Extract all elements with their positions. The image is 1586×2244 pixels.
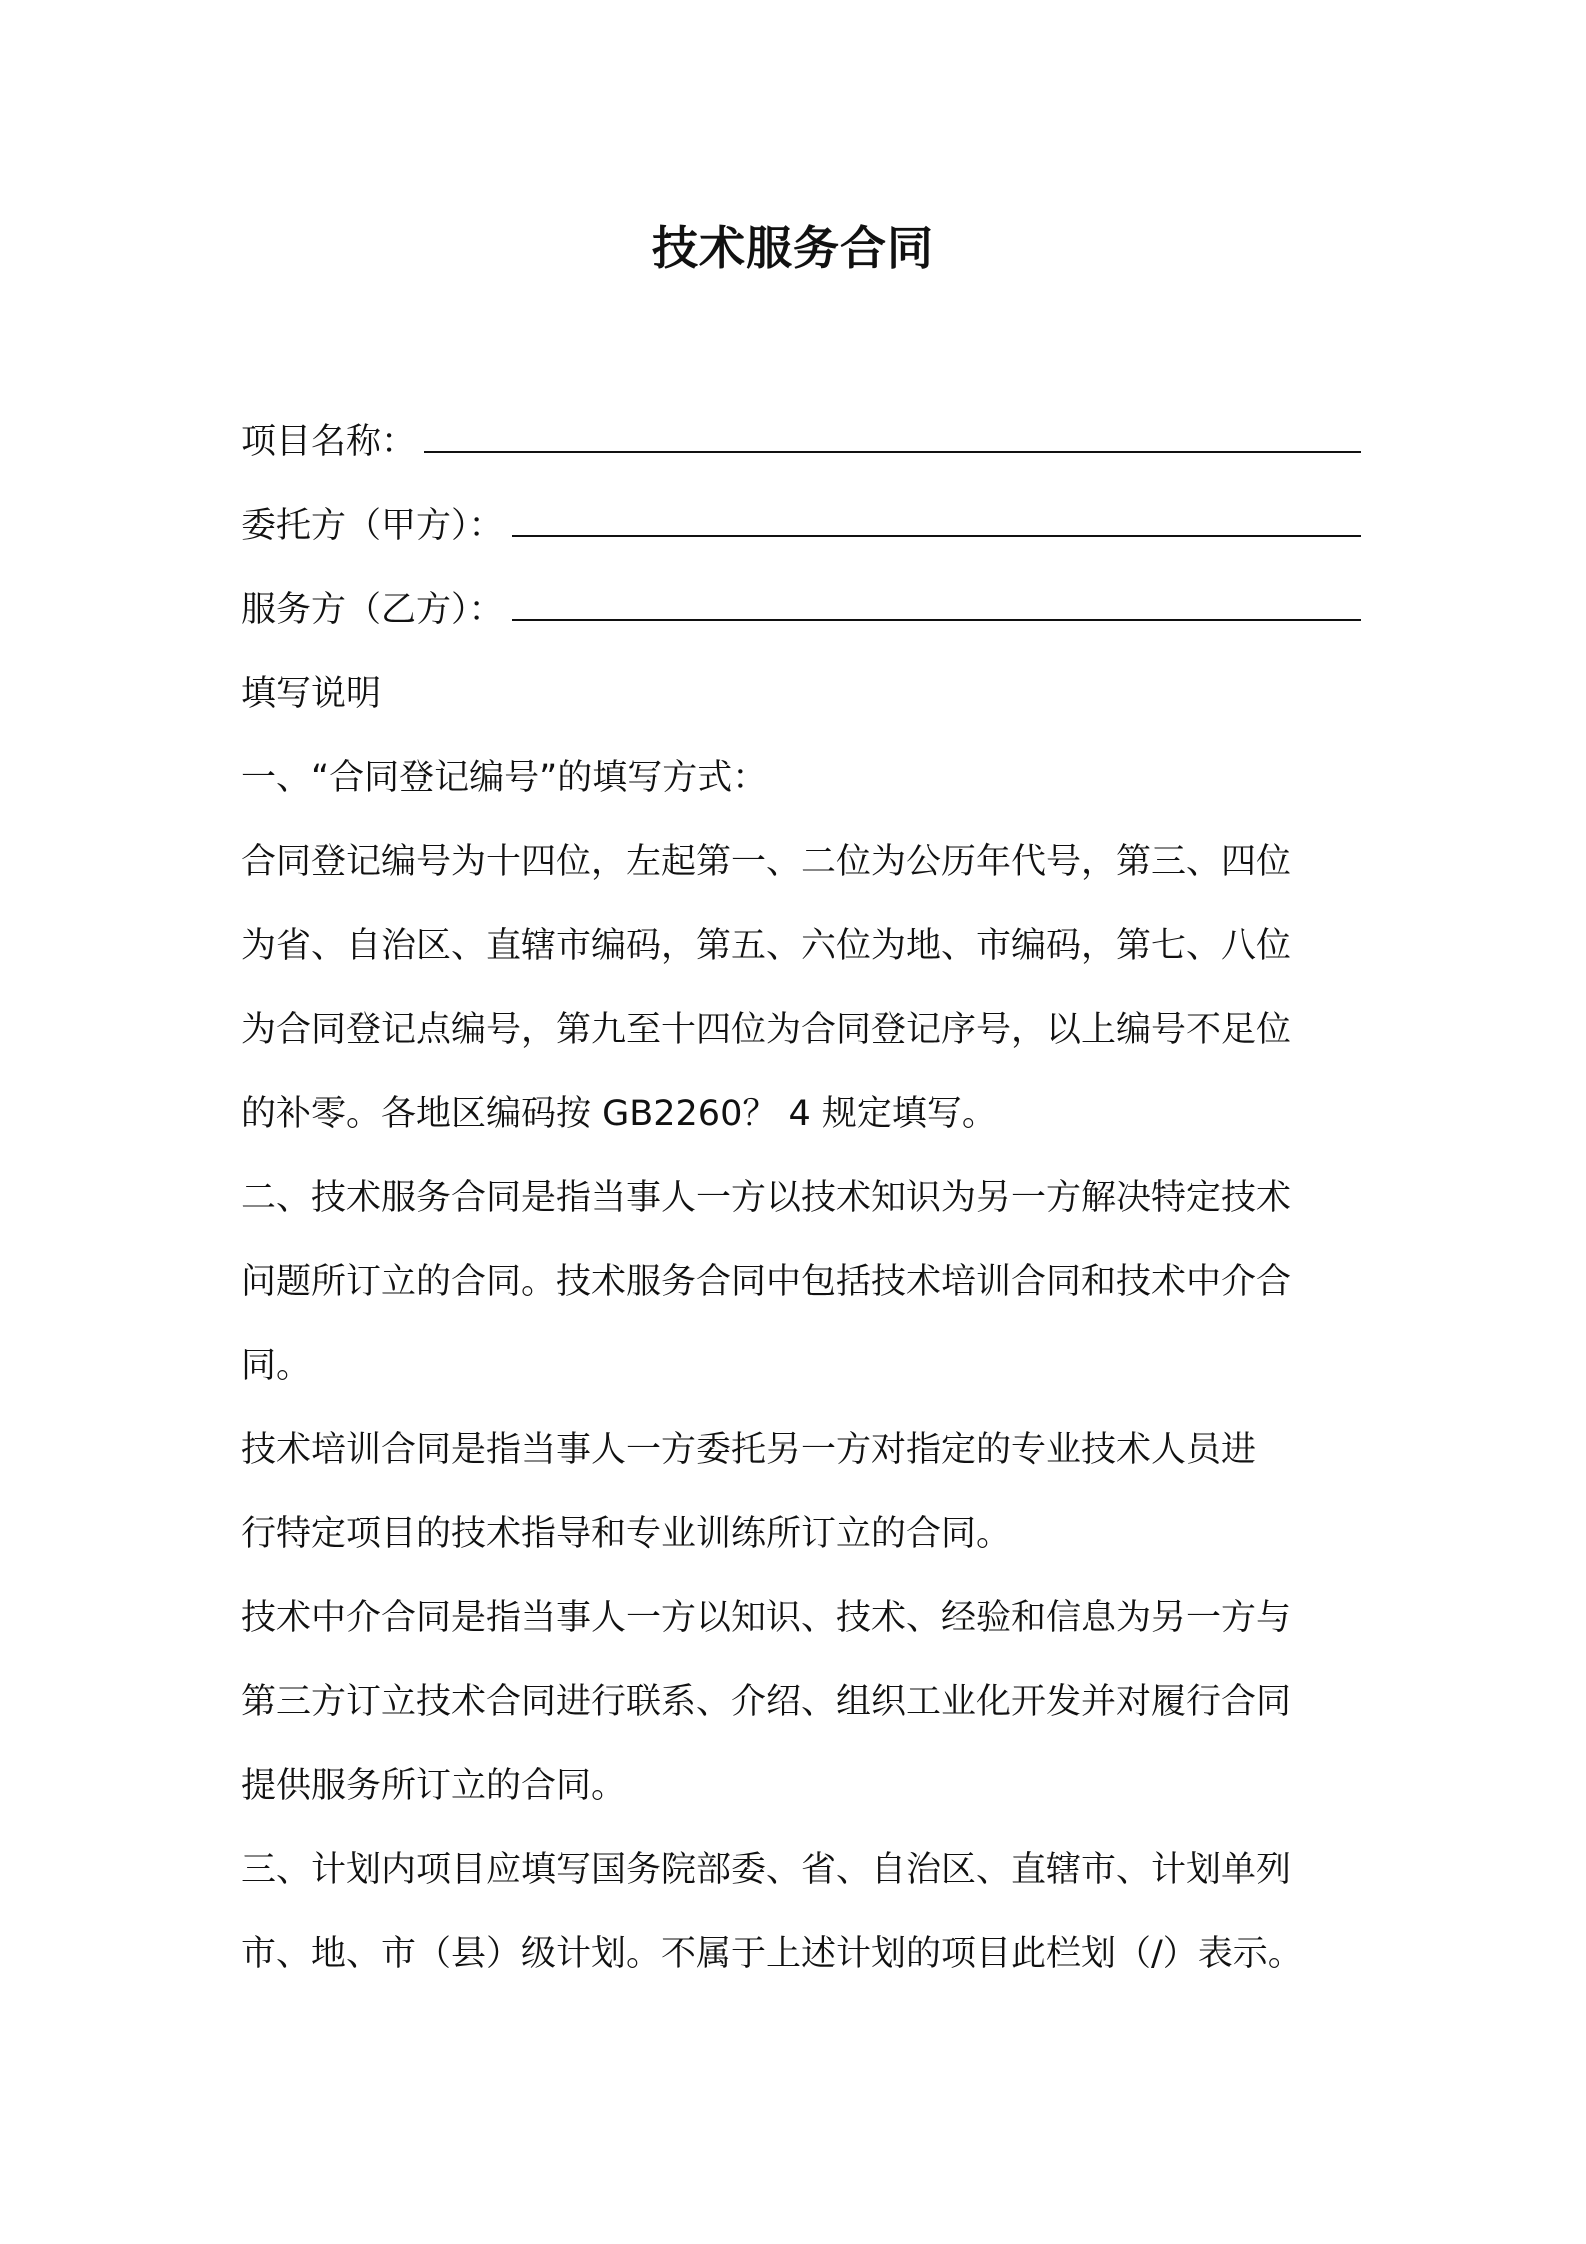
document-title: 技术服务合同 bbox=[652, 221, 934, 275]
paragraph-line: 问题所订立的合同。技术服务合同中包括技术培训合同和技术中介合 bbox=[241, 1262, 1292, 1302]
project-name-blank bbox=[424, 405, 1361, 453]
paragraph-line: 技术培训合同是指当事人一方委托另一方对指定的专业技术人员进 bbox=[241, 1430, 1257, 1470]
project-name-field bbox=[241, 400, 1361, 484]
paragraph-line: 的补零。各地区编码按 GB2260？ 4 规定填写。 bbox=[241, 1094, 997, 1134]
instructions-heading: 填写说明 bbox=[241, 674, 382, 714]
service-party-blank bbox=[512, 573, 1361, 621]
paragraph-line: 市、地、市（县）级计划。不属于上述计划的项目此栏划（/）表示。 bbox=[241, 1934, 1303, 1974]
paragraph-line: 提供服务所订立的合同。 bbox=[241, 1766, 627, 1806]
paragraph-line: 技术中介合同是指当事人一方以知识、技术、经验和信息为另一方与 bbox=[241, 1598, 1292, 1638]
section-three-line: 三、计划内项目应填写国务院部委、省、自治区、直辖市、计划单列 bbox=[241, 1850, 1292, 1890]
document-body bbox=[241, 400, 1361, 1996]
project-name-label: 项目名称： bbox=[241, 422, 417, 462]
service-party-field bbox=[241, 568, 1361, 652]
paragraph-line: 同。 bbox=[241, 1346, 312, 1386]
section-two-line: 二、技术服务合同是指当事人一方以技术知识为另一方解决特定技术 bbox=[241, 1178, 1292, 1218]
client-party-field bbox=[241, 484, 1361, 568]
paragraph-line: 合同登记编号为十四位，左起第一、二位为公历年代号，第三、四位 bbox=[241, 842, 1292, 882]
client-party-blank bbox=[512, 489, 1361, 537]
paragraph-line: 为合同登记点编号，第九至十四位为合同登记序号，以上编号不足位 bbox=[241, 1010, 1292, 1050]
paragraph-line: 行特定项目的技术指导和专业训练所订立的合同。 bbox=[241, 1514, 1012, 1554]
paragraph-line: 为省、自治区、直辖市编码，第五、六位为地、市编码，第七、八位 bbox=[241, 926, 1292, 966]
service-party-label: 服务方（乙方）： bbox=[241, 590, 504, 630]
client-party-label: 委托方（甲方）： bbox=[241, 506, 504, 546]
section-one-heading: 一、“合同登记编号”的填写方式： bbox=[241, 758, 768, 798]
paragraph-line: 第三方订立技术合同进行联系、介绍、组织工业化开发并对履行合同 bbox=[241, 1682, 1292, 1722]
